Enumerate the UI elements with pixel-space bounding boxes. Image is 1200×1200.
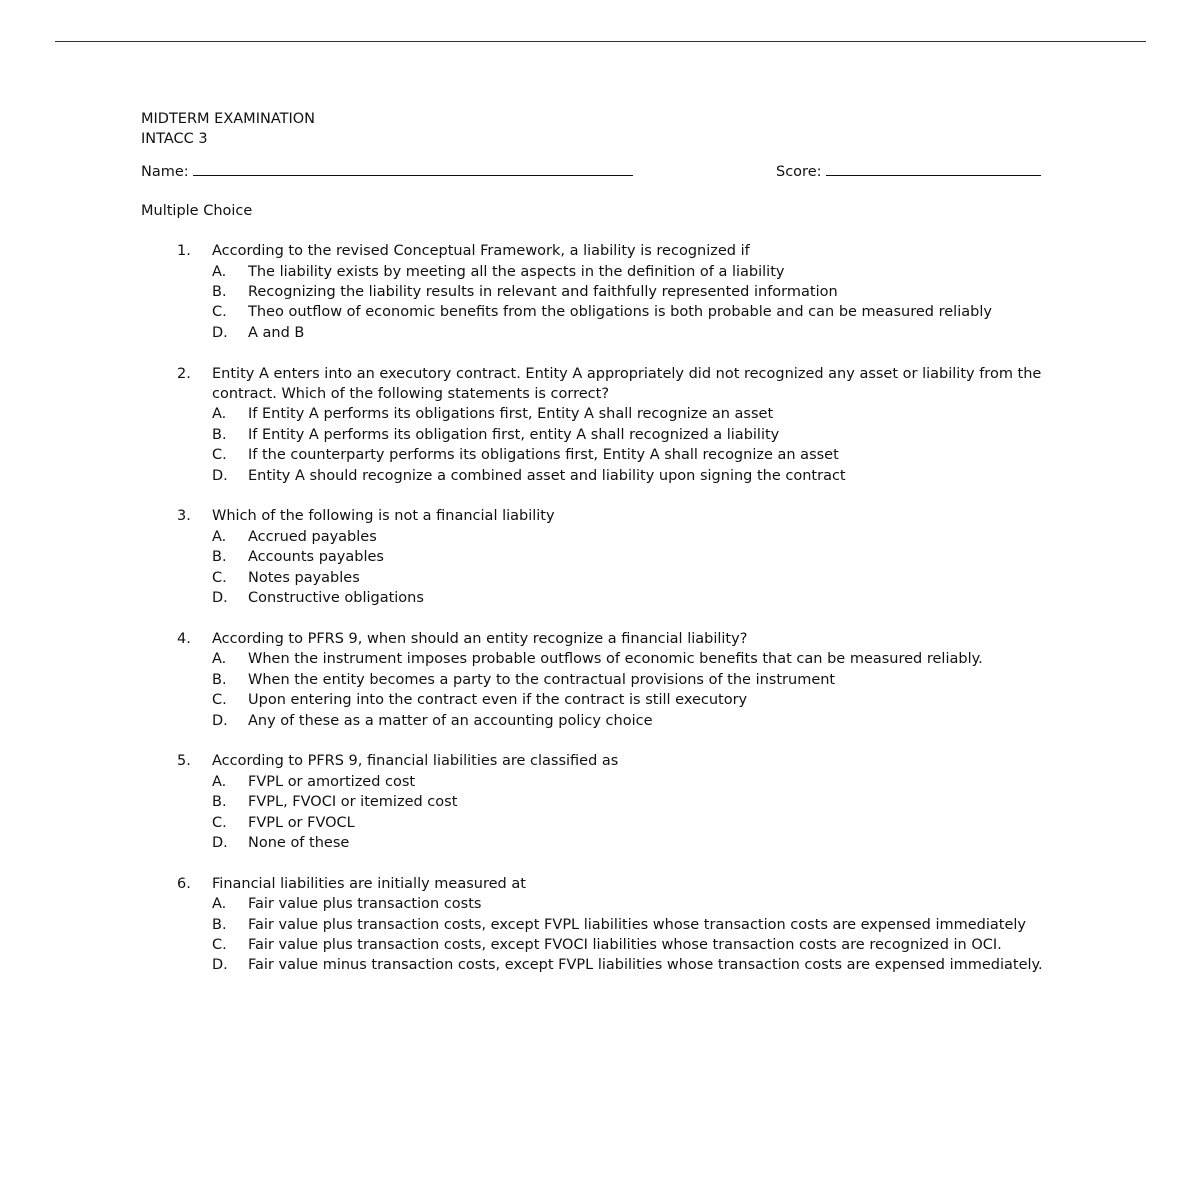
option-letter: B. — [212, 794, 227, 811]
question-number: 3. — [177, 508, 191, 525]
option-b — [212, 547, 1101, 567]
option-text: If Entity A performs its obligation first, entity A shall recognized a liability — [248, 426, 780, 443]
option-text: Fair value plus transaction costs, except FVOCI liabilities whose transaction costs are recognized in OCI. — [248, 936, 1002, 953]
question-list — [141, 241, 1101, 976]
option-d — [212, 466, 1101, 486]
option-text: When the instrument imposes probable outflows of economic benefits that can be measured reliably. — [248, 651, 983, 668]
option-letter: C. — [212, 692, 227, 709]
option-text: When the entity becomes a party to the contractual provisions of the instrument — [248, 671, 836, 688]
question-text: According to PFRS 9, when should an entity recognize a financial liability? — [212, 630, 748, 647]
option-b — [212, 915, 1101, 935]
option-a — [212, 894, 1101, 914]
option-d — [212, 833, 1101, 853]
option-text: Upon entering into the contract even if the contract is still executory — [248, 692, 748, 709]
option-text: Recognizing the liability results in relevant and faithfully represented information — [248, 284, 838, 301]
question-text: Financial liabilities are initially measured at — [212, 875, 526, 892]
score-blank-line — [826, 161, 1041, 176]
option-c — [212, 935, 1101, 955]
option-letter: B. — [212, 426, 227, 443]
option-letter: D. — [212, 834, 228, 851]
question-number: 5. — [177, 753, 191, 770]
option-letter: A. — [212, 896, 227, 913]
option-c — [212, 445, 1101, 465]
option-d — [212, 711, 1101, 731]
option-letter: B. — [212, 671, 227, 688]
option-a — [212, 649, 1101, 669]
name-label: Name: — [141, 163, 189, 180]
option-letter: B. — [212, 284, 227, 301]
option-text: Fair value plus transaction costs — [248, 896, 482, 913]
option-letter: A. — [212, 773, 227, 790]
option-b — [212, 792, 1101, 812]
option-text: Accounts payables — [248, 549, 384, 566]
section-heading: Multiple Choice — [141, 202, 253, 219]
option-letter: D. — [212, 467, 228, 484]
score-label: Score: — [776, 163, 822, 180]
option-letter: C. — [212, 814, 227, 831]
option-text: The liability exists by meeting all the aspects in the definition of a liability — [248, 263, 785, 280]
question-1 — [141, 241, 1101, 343]
question-number: 2. — [177, 365, 191, 382]
option-text: FVPL or FVOCL — [248, 814, 355, 831]
option-a — [212, 772, 1101, 792]
course-code: INTACC 3 — [141, 131, 208, 148]
question-text: Which of the following is not a financial liability — [212, 508, 555, 525]
option-text: Constructive obligations — [248, 590, 424, 607]
option-text: If the counterparty performs its obligations first, Entity A shall recognize an asset — [248, 447, 839, 464]
option-letter: D. — [212, 324, 228, 341]
question-number: 6. — [177, 875, 191, 892]
option-letter: B. — [212, 916, 227, 933]
option-letter: A. — [212, 263, 227, 280]
question-text: Entity A enters into an executory contract. Entity A appropriately did not recognized any asset or liability from the contract. Which of the following statements is correct? — [212, 365, 1042, 403]
option-b — [212, 425, 1101, 445]
question-3 — [141, 506, 1101, 608]
question-number: 1. — [177, 243, 191, 260]
option-letter: C. — [212, 569, 227, 586]
option-letter: A. — [212, 406, 227, 423]
option-d — [212, 588, 1101, 608]
option-letter: A. — [212, 651, 227, 668]
option-letter: D. — [212, 590, 228, 607]
name-blank-line — [193, 161, 633, 176]
option-a — [212, 527, 1101, 547]
option-text: None of these — [248, 834, 350, 851]
exam-title: MIDTERM EXAMINATION — [141, 111, 315, 127]
question-4 — [141, 629, 1101, 731]
option-letter: C. — [212, 304, 227, 321]
option-text: Theo outflow of economic benefits from the obligations is both probable and can be measured reliably — [248, 304, 992, 321]
question-text: According to the revised Conceptual Framework, a liability is recognized if — [212, 243, 750, 260]
option-letter: B. — [212, 549, 227, 566]
name-field — [141, 161, 633, 182]
option-text: FVPL, FVOCI or itemized cost — [248, 794, 458, 811]
option-c — [212, 302, 1101, 322]
option-text: If Entity A performs its obligations first, Entity A shall recognize an asset — [248, 406, 774, 423]
option-d — [212, 323, 1101, 343]
option-letter: D. — [212, 712, 228, 729]
option-text: Fair value minus transaction costs, except FVPL liabilities whose transaction costs are expensed immediately. — [248, 957, 1043, 974]
question-text: According to PFRS 9, financial liabilities are classified as — [212, 753, 619, 770]
option-letter: A. — [212, 528, 227, 545]
name-score-row — [141, 161, 1101, 181]
option-a — [212, 262, 1101, 282]
option-text: Entity A should recognize a combined asset and liability upon signing the contract — [248, 467, 846, 484]
question-2 — [141, 364, 1101, 486]
option-d — [212, 955, 1101, 975]
option-c — [212, 690, 1101, 710]
option-text: A and B — [248, 324, 305, 341]
option-c — [212, 813, 1101, 833]
option-letter: C. — [212, 447, 227, 464]
header-rule — [55, 41, 1146, 42]
option-letter: C. — [212, 936, 227, 953]
score-field — [776, 161, 1041, 182]
option-a — [212, 404, 1101, 424]
question-number: 4. — [177, 630, 191, 647]
option-text: Fair value plus transaction costs, except FVPL liabilities whose transaction costs are expensed immediately — [248, 916, 1026, 933]
option-letter: D. — [212, 957, 228, 974]
question-6 — [141, 874, 1101, 976]
option-text: Any of these as a matter of an accounting policy choice — [248, 712, 653, 729]
question-5 — [141, 751, 1101, 853]
option-text: Notes payables — [248, 569, 360, 586]
option-text: Accrued payables — [248, 528, 377, 545]
option-text: FVPL or amortized cost — [248, 773, 416, 790]
option-b — [212, 670, 1101, 690]
exam-document — [141, 109, 1101, 996]
option-c — [212, 568, 1101, 588]
option-b — [212, 282, 1101, 302]
